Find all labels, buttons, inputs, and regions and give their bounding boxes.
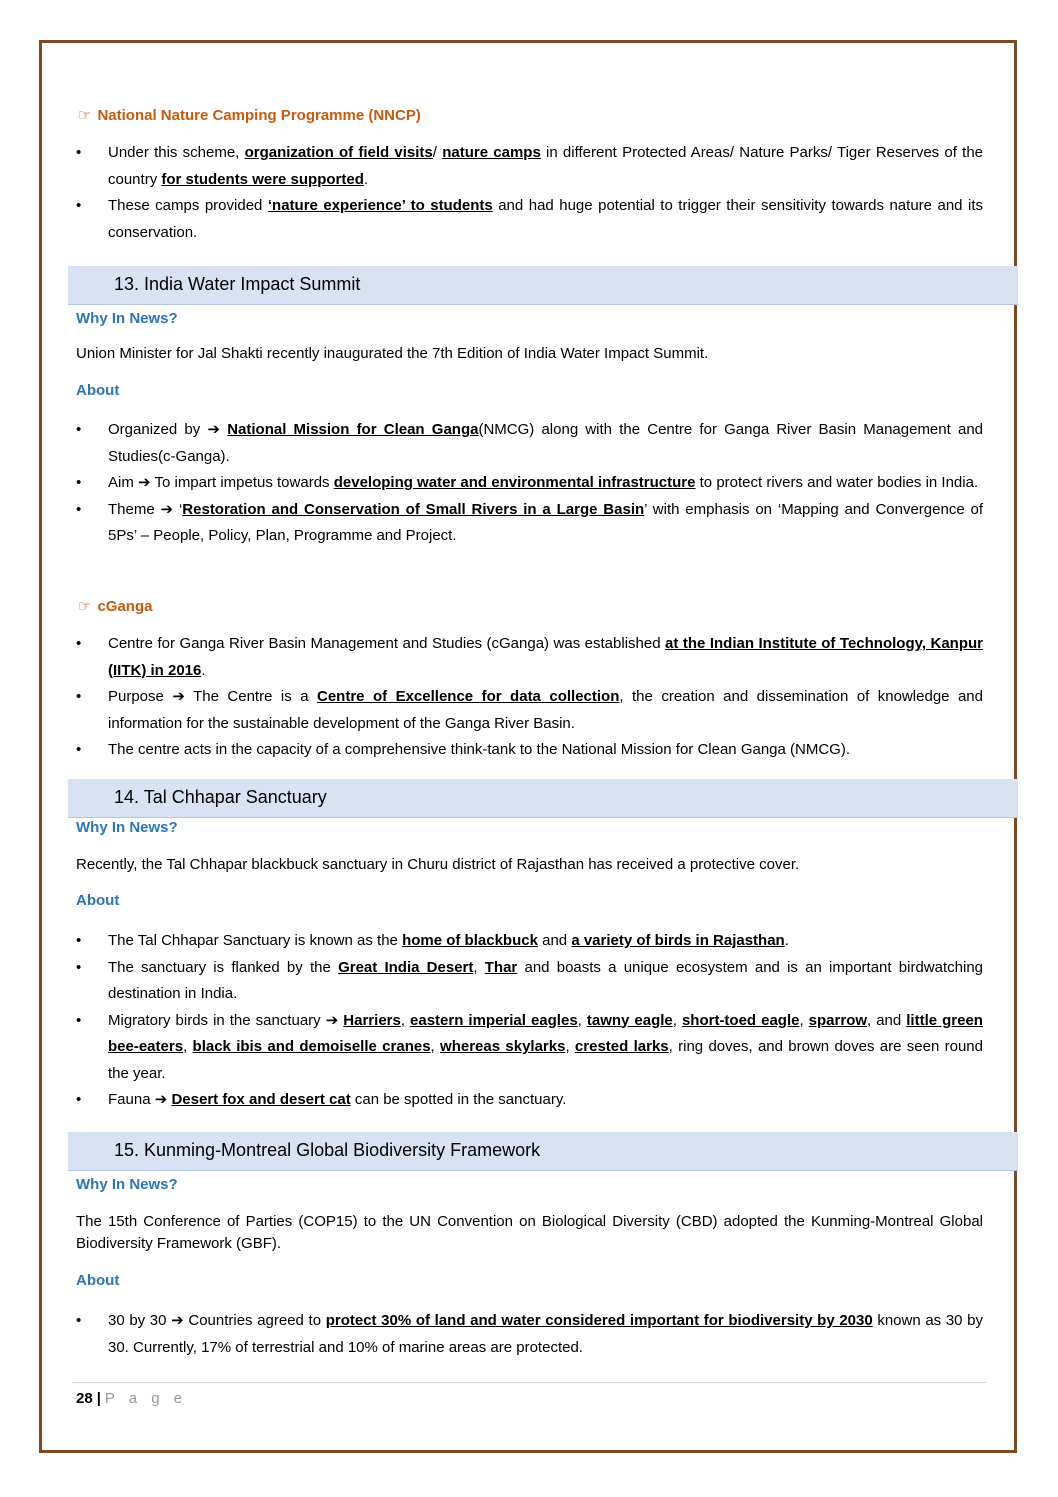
list-item: • Organized by ➔ National Mission for Clean Ganga(NMCG) along with the Centre for Ganga River Basin Management and Studies(c-Ganga). — [76, 417, 983, 470]
pointing-hand-icon: ☞ — [78, 107, 92, 124]
list-item: • Aim ➔ To impart impetus towards developing water and environmental infrastructure to protect rivers and water bodies in India. — [76, 470, 983, 497]
arrow-icon: ➔ — [172, 688, 185, 705]
arrow-icon: ➔ — [171, 1312, 184, 1329]
list-item: • Fauna ➔ Desert fox and desert cat can be spotted in the sanctuary. — [76, 1087, 983, 1114]
list-item: • Purpose ➔ The Centre is a Centre of Excellence for data collection, the creation and dissemination of knowledge and information for the sustainable development of the Ganga River Basin. — [76, 684, 983, 737]
page-footer — [76, 1390, 187, 1407]
section-15-header — [68, 1132, 1018, 1171]
why-in-news-label: Why In News? — [76, 819, 178, 836]
about-label: About — [76, 1272, 120, 1289]
section-15-title: 15. Kunming-Montreal Global Biodiversity Framework — [114, 1140, 541, 1160]
arrow-icon: ➔ — [154, 1091, 168, 1108]
s14-about-list — [76, 928, 983, 1114]
section-14-title: 14. Tal Chhapar Sanctuary — [114, 787, 327, 807]
page-number: 28 — [76, 1390, 93, 1407]
list-item: • Centre for Ganga River Basin Management and Studies (cGanga) was established at the Indian Institute of Technology, Kanpur (IITK) in 2016. — [76, 631, 983, 684]
arrow-icon: ➔ — [160, 500, 174, 518]
list-item: • The sanctuary is flanked by the Great India Desert, Thar and boasts a unique ecosystem and is an important birdwatching destination in India. — [76, 955, 983, 1008]
page-label: P a g e — [104, 1390, 188, 1407]
list-item: • The Tal Chhapar Sanctuary is known as the home of blackbuck and a variety of birds in Rajasthan. — [76, 928, 983, 955]
section-13-header — [68, 266, 1018, 305]
list-item: • Migratory birds in the sanctuary ➔ Harriers, eastern imperial eagles, tawny eagle, short-toed eagle, sparrow, and little green bee-eaters, black ibis and demoiselle cranes, whereas skylarks, crested larks, ring doves, and brown doves are seen round the year. — [76, 1008, 983, 1088]
why-in-news-text: The 15th Conference of Parties (COP15) to the UN Convention on Biological Diversity (CBD) adopted the Kunming-Montreal Global Biodiversity Framework (GBF). — [76, 1213, 983, 1252]
why-in-news-text: Recently, the Tal Chhapar blackbuck sanctuary in Churu district of Rajasthan has received a protective cover. — [76, 856, 800, 873]
pointing-hand-icon: ☞ — [78, 598, 92, 615]
about-label: About — [76, 892, 120, 909]
list-item: • The centre acts in the capacity of a comprehensive think-tank to the National Mission for Clean Ganga (NMCG). — [76, 737, 983, 764]
why-in-news-label: Why In News? — [76, 1176, 178, 1193]
list-item: • Theme ➔ ‘Restoration and Conservation of Small Rivers in a Large Basin’ with emphasis on ‘Mapping and Convergence of 5Ps’ – People, Policy, Plan, Programme and Project. — [76, 497, 983, 550]
about-label: About — [76, 382, 120, 399]
arrow-icon: ➔ — [138, 474, 151, 491]
nncp-list — [76, 140, 983, 246]
list-item: • 30 by 30 ➔ Countries agreed to protect 30% of land and water considered important for biodiversity by 2030 known as 30 by 30. Currently, 17% of terrestrial and 10% of marine areas are protected. — [76, 1308, 983, 1361]
section-13-title: 13. India Water Impact Summit — [114, 274, 361, 294]
cganga-list — [76, 631, 983, 764]
list-item: • Under this scheme, organization of field visits/ nature camps in different Protected Areas/ Nature Parks/ Tiger Reserves of the country for students were supported. — [76, 140, 983, 193]
s15-about-list — [76, 1308, 983, 1361]
section-14-header — [68, 779, 1018, 818]
arrow-icon: ➔ — [325, 1011, 339, 1029]
arrow-icon: ➔ — [207, 421, 220, 438]
why-in-news-label: Why In News? — [76, 310, 178, 327]
footer-separator: | — [96, 1390, 101, 1407]
s13-about-list — [76, 417, 983, 550]
why-in-news-text: Union Minister for Jal Shakti recently inaugurated the 7th Edition of India Water Impact Summit. — [76, 345, 709, 362]
footer-divider — [72, 1382, 986, 1383]
cganga-heading: ☞ cGanga — [78, 598, 153, 615]
nncp-heading: ☞ National Nature Camping Programme (NNCP) — [78, 107, 421, 124]
list-item: • These camps provided ‘nature experience’ to students and had huge potential to trigger their sensitivity towards nature and its conservation. — [76, 193, 983, 246]
